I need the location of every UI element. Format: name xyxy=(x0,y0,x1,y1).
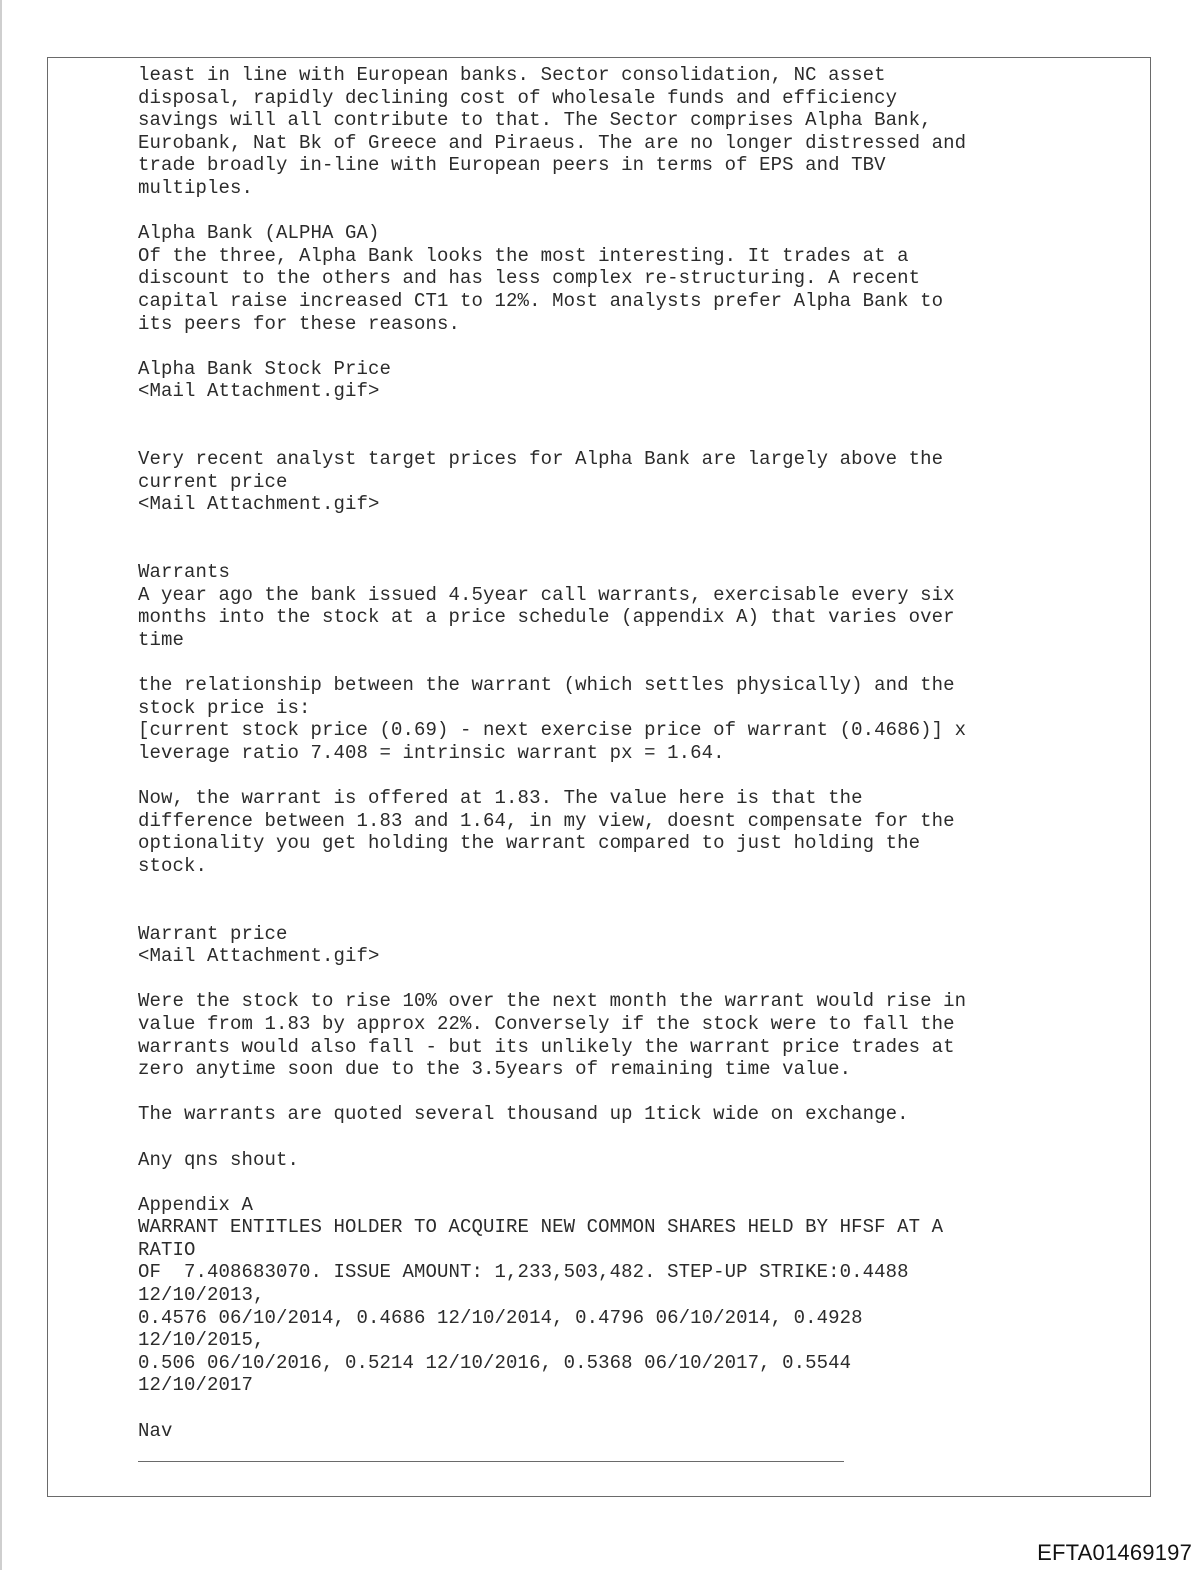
text-line: months into the stock at a price schedule (appendix A) that varies over xyxy=(138,606,955,629)
text-line: 12/10/2015, xyxy=(138,1329,265,1352)
text-line: capital raise increased CT1 to 12%. Most analysts prefer Alpha Bank to xyxy=(138,289,944,312)
blank-line xyxy=(138,516,1138,539)
document-id: EFTA01469197 xyxy=(1037,1540,1192,1565)
paragraph-target-prices xyxy=(138,448,1138,538)
text-line: multiples. xyxy=(138,176,254,199)
text-line: the relationship between the warrant (which settles physically) and the xyxy=(138,674,955,697)
text-line: Any qns shout. xyxy=(138,1148,300,1171)
text-line: time xyxy=(138,628,185,651)
text-line: Now, the warrant is offered at 1.83. The value here is that the xyxy=(138,787,863,809)
text-line: Nav xyxy=(138,1419,173,1442)
text-line: Alpha Bank (ALPHA GA) xyxy=(138,222,380,245)
text-line: OF 7.408683070. ISSUE AMOUNT: 1,233,503,482. STEP-UP STRIKE:0.4488 xyxy=(138,1261,909,1284)
paragraph-warrants xyxy=(138,561,1138,651)
text-line: RATIO xyxy=(138,1238,196,1261)
text-line: Very recent analyst target prices for Alpha Bank are largely above the xyxy=(138,448,944,471)
text-line: [current stock price (0.69) - next exercise price of warrant (0.4686)] x xyxy=(138,719,967,742)
blank-line xyxy=(138,877,1138,900)
text-line: savings will all contribute to that. The Sector comprises Alpha Bank, xyxy=(138,109,932,132)
signature-divider xyxy=(138,1461,844,1462)
paragraph-warrant-price xyxy=(138,923,1138,968)
text-line: optionality you get holding the warrant compared to just holding the xyxy=(138,832,921,855)
paragraph-quoted xyxy=(138,1103,1138,1126)
text-line: 12/10/2017 xyxy=(138,1374,254,1397)
text-line: A year ago the bank issued 4.5year call warrants, exercisable every six xyxy=(138,583,955,606)
text-line: its peers for these reasons. xyxy=(138,312,461,335)
text-line: Of the three, Alpha Bank looks the most interesting. It trades at a xyxy=(138,244,909,267)
text-line: discount to the others and has less complex re-structuring. A recent xyxy=(138,267,921,290)
text-line: value from 1.83 by approx 22%. Conversely if the stock were to fall the xyxy=(138,1012,955,1035)
text-line: Alpha Bank Stock Price xyxy=(138,357,392,380)
blank-line xyxy=(138,403,1138,426)
page-edge xyxy=(0,0,2,1570)
text-line: leverage ratio 7.408 = intrinsic warrant px = 1.64. xyxy=(138,741,725,764)
text-line: WARRANT ENTITLES HOLDER TO ACQUIRE NEW COMMON SHARES HELD BY HFSF AT A xyxy=(138,1216,944,1239)
text-line: least in line with European banks. Sector consolidation, NC asset xyxy=(138,64,886,86)
text-line: 0.4576 06/10/2014, 0.4686 12/10/2014, 0.4796 06/10/2014, 0.4928 xyxy=(138,1306,863,1329)
text-line: zero anytime soon due to the 3.5years of remaining time value. xyxy=(138,1058,852,1081)
paragraph-stock-price xyxy=(138,358,1138,426)
text-line: 0.506 06/10/2016, 0.5214 12/10/2016, 0.5368 06/10/2017, 0.5544 xyxy=(138,1351,852,1374)
text-line: Warrant price xyxy=(138,922,288,945)
text-line: <Mail Attachment.gif> xyxy=(138,945,380,968)
paragraph-alpha-bank xyxy=(138,222,1138,335)
paragraph-qns xyxy=(138,1149,1138,1172)
paragraph-rise xyxy=(138,990,1138,1080)
text-line: Appendix A xyxy=(138,1193,254,1216)
paragraph-intro xyxy=(138,64,1138,200)
email-body-text xyxy=(138,64,1138,1465)
text-line: Warrants xyxy=(138,561,231,584)
paragraph-appendix xyxy=(138,1194,1138,1397)
text-line: difference between 1.83 and 1.64, in my view, doesnt compensate for the xyxy=(138,809,955,832)
text-line: <Mail Attachment.gif> xyxy=(138,493,380,516)
text-line: warrants would also fall - but its unlikely the warrant price trades at xyxy=(138,1035,955,1058)
text-line: current price xyxy=(138,470,288,493)
paragraph-relationship xyxy=(138,674,1138,764)
text-line: Were the stock to rise 10% over the next month the warrant would rise in xyxy=(138,990,967,1013)
text-line: Eurobank, Nat Bk of Greece and Piraeus. The are no longer distressed and xyxy=(138,131,967,154)
text-line: stock price is: xyxy=(138,696,311,719)
text-line: disposal, rapidly declining cost of wholesale funds and efficiency xyxy=(138,86,898,109)
paragraph-offered xyxy=(138,787,1138,900)
text-line: trade broadly in-line with European peers in terms of EPS and TBV xyxy=(138,154,886,177)
paragraph-signoff xyxy=(138,1420,1138,1443)
text-line: 12/10/2013, xyxy=(138,1284,265,1307)
text-line: stock. xyxy=(138,854,208,877)
text-line: The warrants are quoted several thousand up 1tick wide on exchange. xyxy=(138,1103,909,1126)
text-line: <Mail Attachment.gif> xyxy=(138,380,380,403)
